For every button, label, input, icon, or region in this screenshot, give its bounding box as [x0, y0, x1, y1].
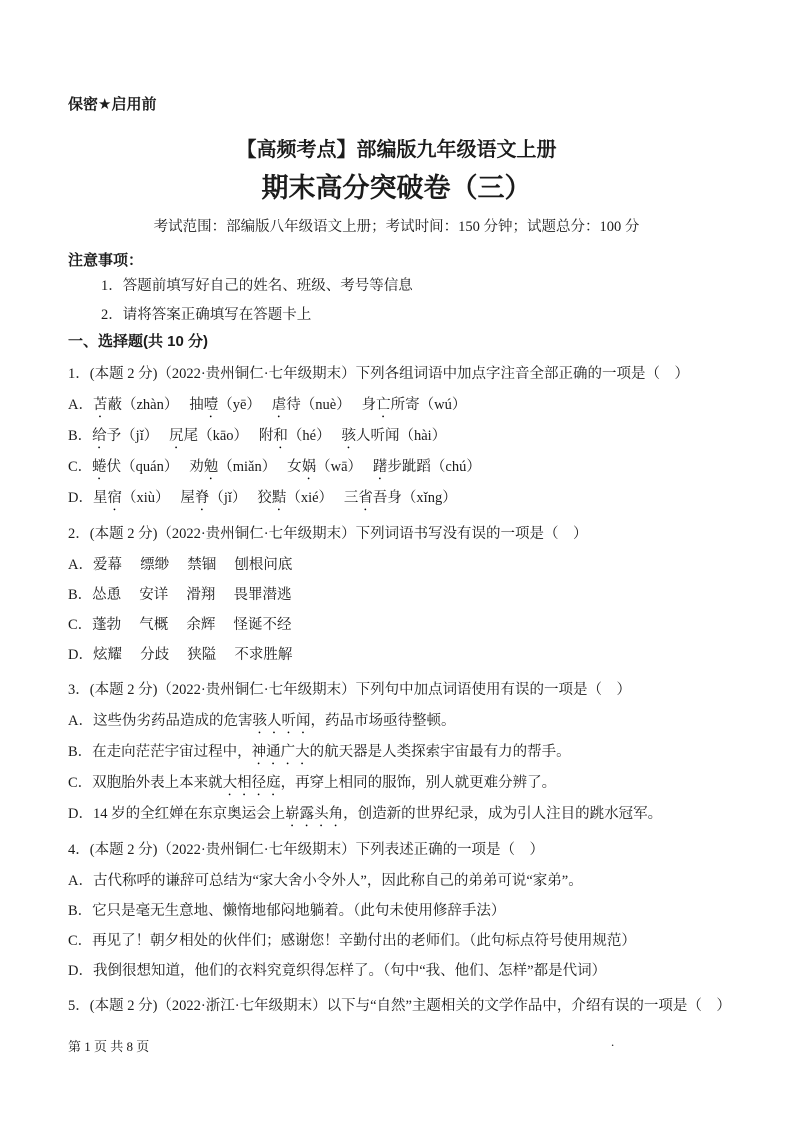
text-segment: ，药品市场亟待整顿。	[310, 713, 456, 729]
text-segment: 伏（quán） 劝	[106, 459, 204, 475]
text-segment: （miǎn） 女	[218, 459, 302, 475]
emphasized-text: 神通广大	[251, 744, 310, 760]
text-segment: ，创造新的世界纪录，成为引人注目的跳水冠军。	[343, 806, 663, 822]
question-2-stem	[68, 519, 725, 550]
question-2-option-d	[68, 640, 725, 670]
text-segment: A．	[68, 397, 93, 413]
text-segment: （yē）	[218, 397, 272, 413]
text-segment: A．古代称呼的谦辞可总结为“家大舍小令外人”，因此称自己的弟弟可说“家弟”。	[68, 873, 583, 889]
emphasized-text: 脊	[194, 490, 210, 506]
text-segment: A．这些伪劣药品造成的危害	[68, 713, 253, 729]
question-3	[68, 675, 725, 830]
question-5-stem	[68, 991, 731, 1022]
security-notice: 保密★启用前	[68, 96, 157, 113]
text-segment: B．它只是毫无生意地、懒惰地郁闷地躺着。（此句未使用修辞手法）	[68, 903, 506, 919]
text-segment: 的航天器是人类探索宇宙最有力的帮手。	[309, 744, 571, 760]
text-segment: D．14 岁的全红婵在东京奥运会上	[68, 806, 286, 822]
text-segment: 步跐蹈（chú）	[387, 459, 481, 475]
question-5	[68, 991, 731, 1022]
text-segment: B．在走向茫茫宇宙过程中，	[68, 744, 252, 760]
text-segment: 4．(本题 2 分)（2022·贵州铜仁·七年级期末）下列表述正确的一项是（ ）	[68, 842, 545, 858]
text-segment: 所寄（wú）	[390, 397, 467, 413]
text-segment: 3．(本题 2 分)（2022·贵州铜仁·七年级期末）下列句中加点词语使用有误的一项是（ ）	[68, 682, 632, 698]
question-1	[68, 359, 725, 514]
section-title: 一、选择题(共 10 分)	[68, 333, 209, 350]
text-segment: C．	[68, 459, 93, 475]
note-item-2: 2．请将答案正确填写在答题卡上	[101, 307, 312, 323]
text-segment: 人听闻（hài）	[355, 428, 447, 444]
question-2-option-a	[68, 550, 725, 580]
emphasized-text: 苫	[92, 397, 108, 413]
emphasized-text: 虐	[271, 397, 287, 413]
question-3-option-a	[68, 706, 725, 737]
text-segment: 2．(本题 2 分)（2022·贵州铜仁·七年级期末）下列词语书写没有误的一项是（ ）	[68, 526, 588, 542]
emphasized-text: 躇	[372, 459, 388, 475]
emphasized-text: 和	[273, 428, 288, 444]
question-4-stem	[68, 835, 725, 866]
question-1-stem	[68, 359, 725, 390]
text-segment: （hé）	[287, 428, 342, 444]
emphasized-text: 崭露头角	[285, 806, 344, 822]
emphasized-text: 骇人听闻	[252, 713, 311, 729]
note-item-1: 1．答题前填写好自己的姓名、班级、考号等信息	[101, 278, 413, 294]
question-2-option-c	[68, 610, 725, 640]
question-3-stem	[68, 675, 725, 706]
text-segment: A．爱幕 缥缈 禁锢 刨根问底	[68, 557, 293, 573]
series-title: 【高频考点】部编版九年级语文上册	[236, 139, 557, 161]
text-segment: （jǐ） 狡	[209, 490, 272, 506]
text-segment: （xié） 三	[286, 490, 359, 506]
text-segment: 尾（kāo） 附	[183, 428, 274, 444]
text-segment: D．我倒很想知道，他们的衣料究竟织得怎样了。（句中“我、他们、怎样”都是代词）	[68, 963, 607, 979]
text-segment: 待（nuè） 身	[286, 397, 377, 413]
text-segment: C．双胞胎外表上本来就	[68, 775, 223, 791]
text-segment: 蔽（zhàn） 抽	[107, 397, 204, 413]
emphasized-text: 骇	[341, 428, 356, 444]
text-segment: B．怂恿 安详 滑翔 畏罪潜逃	[68, 587, 292, 603]
question-3-option-d	[68, 799, 725, 830]
text-segment: C．蓬勃 气概 余辉 怪诞不经	[68, 617, 292, 633]
text-segment: D．星	[68, 490, 108, 506]
question-1-option-b	[68, 421, 725, 452]
emphasized-text: 宿	[107, 490, 122, 506]
emphasized-text: 勉	[203, 459, 219, 475]
emphasized-text: 亡	[376, 397, 391, 413]
emphasized-text: 省	[358, 490, 373, 506]
question-2	[68, 519, 725, 670]
exam-title: 期末高分突破卷（三）	[261, 173, 532, 203]
question-3-option-c	[68, 768, 725, 799]
text-segment: 吾身（xǐng）	[372, 490, 457, 506]
question-3-option-b	[68, 737, 725, 768]
text-segment: 予（jǐ）	[106, 428, 170, 444]
text-segment: B．	[68, 428, 93, 444]
stray-dot: .	[611, 1034, 615, 1049]
question-1-option-c	[68, 452, 725, 483]
text-segment: D．炫耀 分歧 狭隘 不求胜解	[68, 647, 293, 663]
question-1-option-a	[68, 390, 725, 421]
emphasized-text: 给	[92, 428, 107, 444]
question-4	[68, 835, 725, 986]
text-segment: 5．(本题 2 分)（2022·浙江·七年级期末）以下与“自然”主题相关的文学作品中，介绍有误的一项是（ ）	[68, 998, 731, 1014]
emphasized-text: 尻	[169, 428, 184, 444]
emphasized-text: 大相径庭	[222, 775, 281, 791]
question-1-option-d	[68, 483, 725, 514]
exam-info: 考试范围：部编版八年级语文上册；考试时间：150 分钟；试题总分：100 分	[153, 219, 640, 235]
question-4-option-b	[68, 896, 725, 926]
text-segment: （wā）	[316, 459, 373, 475]
text-segment: （xiù） 屋	[121, 490, 195, 506]
text-segment: ，再穿上相同的服饰，别人就更难分辨了。	[280, 775, 557, 791]
emphasized-text: 蜷	[92, 459, 107, 475]
text-segment: 1．(本题 2 分)（2022·贵州铜仁·七年级期末）下列各组词语中加点字注音全部正确的一项是（ ）	[68, 366, 690, 382]
emphasized-text: 娲	[301, 459, 317, 475]
question-4-option-a	[68, 866, 725, 896]
text-segment: C．再见了！朝夕相处的伙伴们；感谢您！辛勤付出的老师们。（此句标点符号使用规范）	[68, 933, 636, 949]
notes-heading: 注意事项：	[68, 252, 144, 269]
question-4-option-c	[68, 926, 725, 956]
emphasized-text: 黠	[271, 490, 287, 506]
question-4-option-d	[68, 956, 725, 986]
emphasized-text: 噎	[203, 397, 219, 413]
question-2-option-b	[68, 580, 725, 610]
page-number: 第 1 页 共 8 页	[68, 1039, 150, 1054]
